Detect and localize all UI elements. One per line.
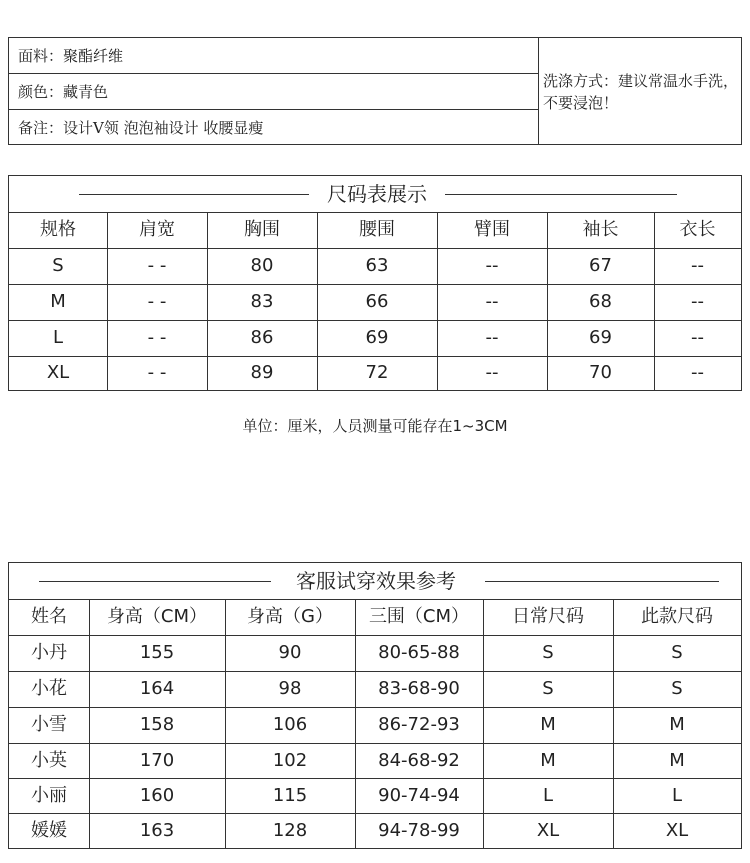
table-cell: 102	[272, 750, 308, 771]
color-text: 颜色：藏青色	[18, 83, 109, 101]
fabric-text: 面料：聚酯纤维	[18, 47, 124, 65]
table-cell: M	[669, 750, 685, 771]
table-cell: 98	[278, 678, 302, 699]
table-cell: 94-78-99	[378, 820, 460, 841]
table-cell: S	[52, 255, 64, 276]
fitting-reference-table	[8, 562, 742, 849]
table-cell: --	[691, 255, 704, 276]
table-cell: XL	[536, 820, 560, 841]
table-cell: 66	[365, 291, 389, 312]
table-cell: 83-68-90	[378, 678, 460, 699]
table-cell: 83	[250, 291, 274, 312]
column-header: 臂围	[474, 219, 510, 240]
table-cell: 72	[365, 362, 389, 383]
table-cell: 158	[139, 714, 175, 735]
column-header: 此款尺码	[641, 606, 713, 627]
table-cell: 90-74-94	[378, 785, 460, 806]
table-cell: 小英	[31, 750, 67, 771]
table-cell: M	[540, 750, 556, 771]
table-cell: 170	[139, 750, 175, 771]
table-cell: XL	[665, 820, 689, 841]
table-cell: S	[671, 678, 683, 699]
table-cell: 128	[272, 820, 308, 841]
column-header: 三围（CM）	[368, 606, 470, 627]
size-table	[8, 175, 742, 391]
size-table-title-row	[9, 176, 741, 212]
table-cell: - -	[147, 327, 167, 348]
table-cell: 160	[139, 785, 175, 806]
wash-instructions: 洗涤方式：建议常温水手洗，不要浸泡！	[543, 72, 739, 112]
table-cell: --	[691, 327, 704, 348]
fit-table-title: 客服试穿效果参考	[296, 569, 456, 593]
table-cell: 115	[272, 785, 308, 806]
column-header: 腰围	[359, 219, 395, 240]
table-cell: 69	[589, 327, 612, 348]
table-cell: S	[671, 642, 683, 663]
table-cell: --	[691, 291, 704, 312]
column-header: 衣长	[679, 219, 716, 240]
table-cell: XL	[46, 362, 70, 383]
table-cell: - -	[147, 362, 167, 383]
table-cell: S	[542, 642, 554, 663]
table-cell: 163	[139, 820, 175, 841]
table-cell: - -	[147, 291, 167, 312]
column-header: 身高（G）	[247, 606, 333, 627]
title-rule-left	[79, 194, 309, 195]
product-info-box	[8, 37, 742, 145]
table-cell: M	[669, 714, 685, 735]
table-cell: 小花	[31, 678, 67, 699]
table-cell: 媛媛	[31, 820, 67, 841]
divider	[538, 38, 539, 144]
table-cell: 89	[250, 362, 274, 383]
table-cell: --	[691, 362, 704, 383]
table-cell: 80	[250, 255, 274, 276]
table-cell: 63	[365, 255, 389, 276]
table-cell: 84-68-92	[378, 750, 460, 771]
table-cell: --	[485, 362, 499, 383]
fit-table-title-row	[9, 563, 741, 599]
unit-note: 单位：厘米，人员测量可能存在1~3CM	[242, 417, 508, 435]
table-cell: M	[50, 291, 66, 312]
table-cell: 小丹	[31, 642, 67, 663]
table-cell: M	[540, 714, 556, 735]
table-cell: --	[485, 291, 499, 312]
column-header: 规格	[40, 219, 76, 240]
table-cell: --	[485, 327, 499, 348]
column-header: 肩宽	[139, 219, 175, 240]
table-cell: 86-72-93	[378, 714, 460, 735]
column-header: 姓名	[31, 606, 67, 627]
table-cell: 70	[589, 362, 612, 383]
notes-text: 备注：设计V领 泡泡袖设计 收腰显瘦	[18, 119, 264, 137]
table-cell: 80-65-88	[378, 642, 460, 663]
column-header: 身高（CM）	[106, 606, 208, 627]
table-cell: 小雪	[31, 714, 67, 735]
column-header: 袖长	[582, 219, 619, 240]
table-cell: 90	[278, 642, 302, 663]
title-rule-right	[485, 581, 719, 582]
column-header: 日常尺码	[512, 606, 584, 627]
table-cell: 106	[272, 714, 308, 735]
table-cell: 68	[589, 291, 612, 312]
table-cell: 86	[250, 327, 274, 348]
size-table-title: 尺码表展示	[327, 182, 427, 206]
table-cell: L	[671, 785, 683, 806]
table-cell: 69	[365, 327, 389, 348]
title-rule-right	[445, 194, 677, 195]
table-cell: L	[542, 785, 554, 806]
table-cell: --	[485, 255, 499, 276]
table-cell: - -	[147, 255, 167, 276]
table-cell: 67	[589, 255, 612, 276]
table-cell: L	[52, 327, 64, 348]
table-cell: 164	[139, 678, 175, 699]
table-cell: S	[542, 678, 554, 699]
column-header: 胸围	[244, 219, 280, 240]
table-cell: 155	[139, 642, 175, 663]
table-cell: 小丽	[31, 785, 67, 806]
title-rule-left	[39, 581, 271, 582]
